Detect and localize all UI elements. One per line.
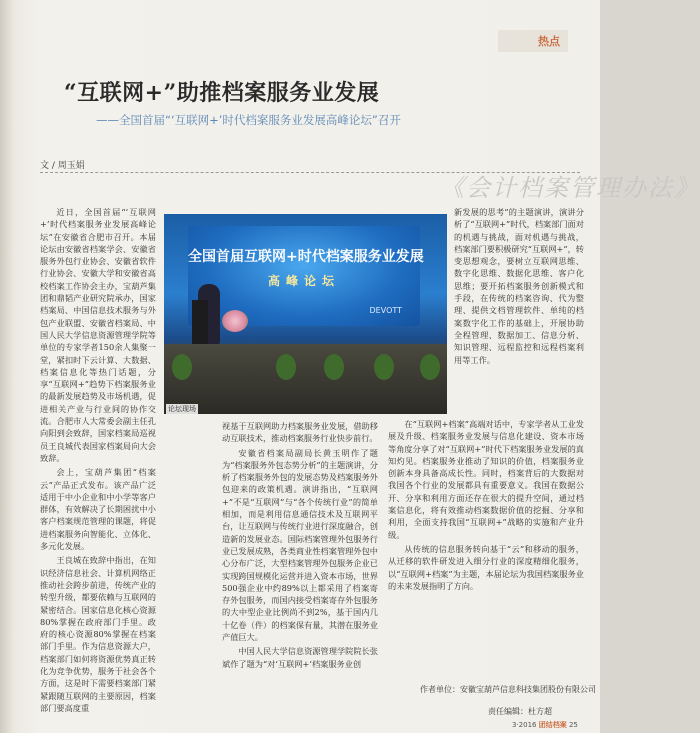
page-footer (512, 720, 578, 730)
text-column-3-continued (388, 418, 584, 594)
paragraph: 中国人民大学信息资源管理学院院长张斌作了题为“对‘互联网+’档案服务业创 (222, 646, 378, 669)
paragraph: 近日，全国首届“‘互联网+’时代档案服务业发展高峰论坛”在安徽省合肥市召开。本届论坛由安徽省档案学会、安徽省服务外包行业协会、安徽省软件行业协会、安徽大学和安徽省高校档案工作协会主办，宝葫芦集团和鼎韬产业研究院承办，国家档案局、中国信息技术服务与外包产业联盟、安徽省档案局、中国人民大学信息资源管理学院等单位的专家学者150余人集聚一堂，紧扣时下云计算、大数据、档案信息化等热门话题，分享“互联网+”趋势下档案服务业的最新发展趋势及市场机遇，促进相关产业与行业间的协作交流。合肥市人大常委会副主任孔向阳到会致辞，国家档案局巡视员王良城代表国家档案局向大会致辞。 (40, 207, 156, 463)
stage-floor (164, 344, 447, 414)
plant (420, 354, 440, 380)
paragraph: 从传统的信息服务转向基于“云”和移动的服务，从迁移的软件研发进入细分行业的深度精细化服务，以“互联网+档案”为主题，本届论坛为我国档案服务业的未来发展指明了方向。 (388, 543, 584, 591)
section-tag-box (498, 30, 568, 52)
flower-arrangement (222, 310, 248, 332)
text-column-3 (454, 206, 584, 368)
photo-caption: 论坛现场 (168, 405, 196, 413)
stage-banner (188, 226, 424, 326)
section-tag: 热点 (538, 35, 560, 48)
author-affiliation: 作者单位：安徽宝葫芦信息科技集团股份有限公司 (420, 685, 596, 694)
banner-subtitle: 高峰论坛 (267, 274, 340, 288)
event-photo (164, 214, 447, 414)
podium (192, 300, 208, 348)
text-column-2 (222, 420, 378, 672)
article-title: “互联网+”助推档案服务业发展 (64, 80, 380, 106)
paragraph: 新发展的思考”的主题演讲，演讲分析了“互联网+”时代，档案部门面对的机遇与挑战，面对机遇与挑战，档案部门要积极研究“互联网+”，转变思想观念，要树立互联网思维、数字化思维、数据化思维、客户化思维；要开拓档案服务创新模式和手段，在传统的档案咨询、代为整理、提供文档管理软件、单纯的档案数字化工作的基础上，开展协助全程管理、数据加工、信息分析、知识管理、远程监控和远程档案利用等工作。 (454, 207, 584, 365)
banner-logo: DEVOTT (369, 306, 402, 315)
paragraph: 安徽省档案局副局长黄玉明作了题为“档案服务外包态势分析”的主题演讲，分析了档案服务外包的发展态势及档案服务外包迎来的政策机遇。演讲指出，“互联网+”不是“互联网”与“各个传统行业”的简单相加，而是利用信息通信技术及互联网平台，让互联网与传统行业进行深度融合，创造新的发展业态。国际档案管理外包服务行业已发展成熟，各类商业性档案管理外包中心分布广泛，大型档案管理外包服务企业已实现跨国规模化运营并进入资本市场，世界500强企业中约89%以上都采用了档案寄存外包服务，而国内接受档案寄存外包服务的大中型企业比例尚不到2%，基于国内几十亿卷（件）的档案保有量，其潜在服务业产值巨大。 (222, 447, 378, 643)
paragraph: 王良城在致辞中指出，在知识经济信息社会、计算机网络正推动社会跨步前进，传统产业的转型升级，都要依赖与互联网的紧密结合。国家信息化核心资源80%掌握在政府部门手里。政府的核心资源80%掌握在档案部门手里。作为信息资源大户，档案部门如何将资源优势真正转化为竞争优势，服务于社会各个方面，这是时下需要档案部门紧紧跟随互联网的主要原因，档案部门要高度重 (40, 555, 156, 713)
author-line: 文 / 周玉娟 (40, 161, 85, 171)
background-bleed-text: 《会计档案管理办法》 (440, 174, 700, 202)
responsible-editor: 责任编辑：杜方超 (488, 707, 552, 716)
plant (276, 354, 296, 380)
paragraph: 在“互联网+档案”高端对话中，专家学者从工业发展及升级、档案服务业发展与信息化建设、资本市场等角度分享了对“互联网+”时代下档案服务业发展的真知灼见。档案服务业推动了知识的价值，档案服务业创新本身具备高成长性。同时，档案背后的大数据对我国各个行业的发展都具有重要意义。我国在数据公开、分享和利用方面还存在很大的提升空间，通过档案信息化，将有效推动档案数据价值的挖掘、分享和利用，全面支持我国“互联网+”战略的实施和产业升级。 (388, 419, 584, 540)
article-subtitle: ——全国首届“‘互联网+’时代档案服务业发展高峰论坛”召开 (96, 113, 401, 127)
plant (172, 354, 192, 380)
magazine-brand: 团结档案 (538, 721, 567, 729)
plant (324, 354, 344, 380)
paragraph: 视基于互联网助力档案服务业发展，借助移动互联技术，推动档案服务行业快步前行。 (222, 421, 378, 444)
text-column-1 (40, 206, 156, 716)
paragraph: 会上，宝葫芦集团“档案云”产品正式发布。该产品广泛适用于中小企业和中小学等客户群体，有效解决了长期困扰中小客户档案规范管理的课题，将促进档案服务向智能化、立体化、多元化发展。 (40, 467, 156, 552)
divider (40, 172, 580, 173)
banner-title: 全国首届互联网+时代档案服务业发展 (188, 249, 424, 265)
issue-number: 3·2016 (512, 721, 537, 729)
plant (374, 354, 394, 380)
page-number: 25 (568, 721, 578, 729)
